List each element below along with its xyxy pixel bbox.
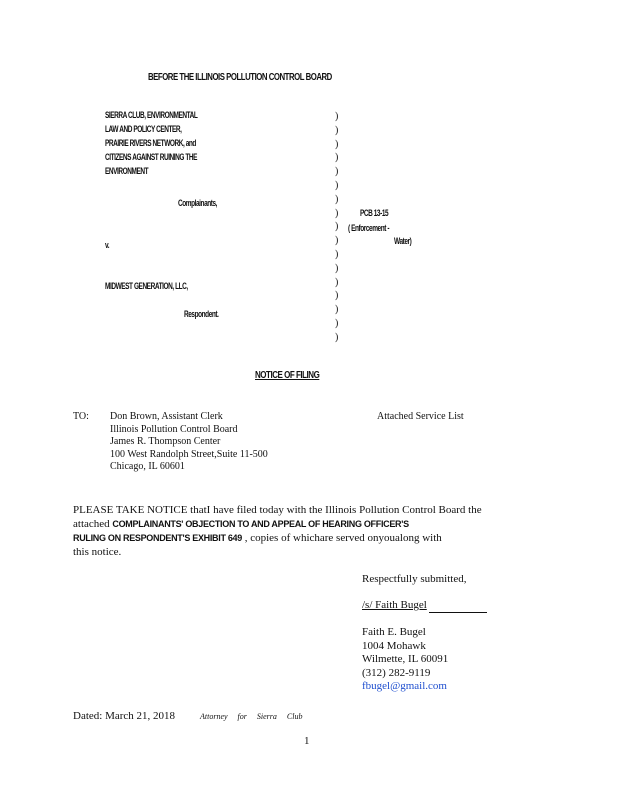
attorney-street: 1004 Mohawk [362, 639, 426, 652]
signature-block [362, 626, 448, 694]
complainant-line: LAW AND POLICY CENTER, [105, 124, 182, 134]
filing-title-bold: RULING ON RESPONDENT'S EXHIBIT 649 [73, 533, 242, 543]
address-line: 100 West Randolph Street,Suite 11-500 [110, 448, 268, 460]
page-number: 1 [304, 735, 310, 747]
notice-of-filing-title: NOTICE OF FILING [255, 370, 320, 381]
caption-parentheses: ) ) ) ) ) ) ) ) ) ) ) ) ) ) ) ) ) [335, 111, 339, 343]
respondent-label: Respondent. [184, 309, 219, 319]
recipient-address [110, 411, 268, 474]
notice-body [73, 503, 533, 559]
filing-title-bold: COMPLAINANTS' OBJECTION TO AND APPEAL OF HEARING OFFICER'S [112, 519, 409, 529]
body-line: this notice. [73, 546, 122, 558]
body-line: PLEASE TAKE NOTICE thatI have filed today with the Illinois Pollution Control Board the [73, 504, 482, 516]
signature-line [362, 599, 487, 613]
complainants-label: Complainants, [178, 198, 218, 208]
attorney-for: Attorney for Sierra Club [200, 712, 303, 721]
case-type-line1: ( Enforcement - [348, 223, 390, 233]
respondent-name: MIDWEST GENERATION, LLC, [105, 281, 188, 291]
closing: Respectfully submitted, [362, 573, 467, 585]
signature-underline [429, 612, 487, 613]
attorney-email-link[interactable]: fbugel@gmail.com [362, 680, 447, 692]
caption-title: BEFORE THE ILLINOIS POLLUTION CONTROL BOARD [148, 72, 332, 83]
to-label: TO: [73, 411, 89, 422]
attorney-phone: (312) 282-9119 [362, 666, 431, 679]
address-line: Illinois Pollution Control Board [110, 423, 238, 435]
dated: Dated: March 21, 2018 [73, 710, 176, 722]
case-number: PCB 13-15 [360, 208, 389, 218]
case-type-line2: Water) [394, 236, 412, 246]
complainant-line: PRAIRIE RIVERS NETWORK, and [105, 138, 196, 148]
complainant-line: CITIZENS AGAINST RUINING THE [105, 152, 198, 162]
body-line [73, 531, 533, 545]
attached-service-list: Attached Service List [377, 411, 464, 422]
address-line: Don Brown, Assistant Clerk [110, 411, 223, 422]
body-text: attached [73, 518, 110, 530]
attorney-name: Faith E. Bugel [362, 626, 426, 638]
body-line [73, 517, 533, 531]
attorney-city: Wilmette, IL 60091 [362, 653, 449, 665]
body-text: , copies of whichare served onyoualong with [244, 532, 442, 544]
signature: /s/ Faith Bugel [362, 599, 427, 611]
complainant-line: ENVIRONMENT [105, 166, 149, 176]
complainant-line: SIERRA CLUB, ENVIRONMENTAL [105, 110, 198, 120]
address-line: Chicago, IL 60601 [110, 461, 185, 472]
versus: v. [105, 240, 110, 250]
address-line: James R. Thompson Center [110, 436, 221, 447]
